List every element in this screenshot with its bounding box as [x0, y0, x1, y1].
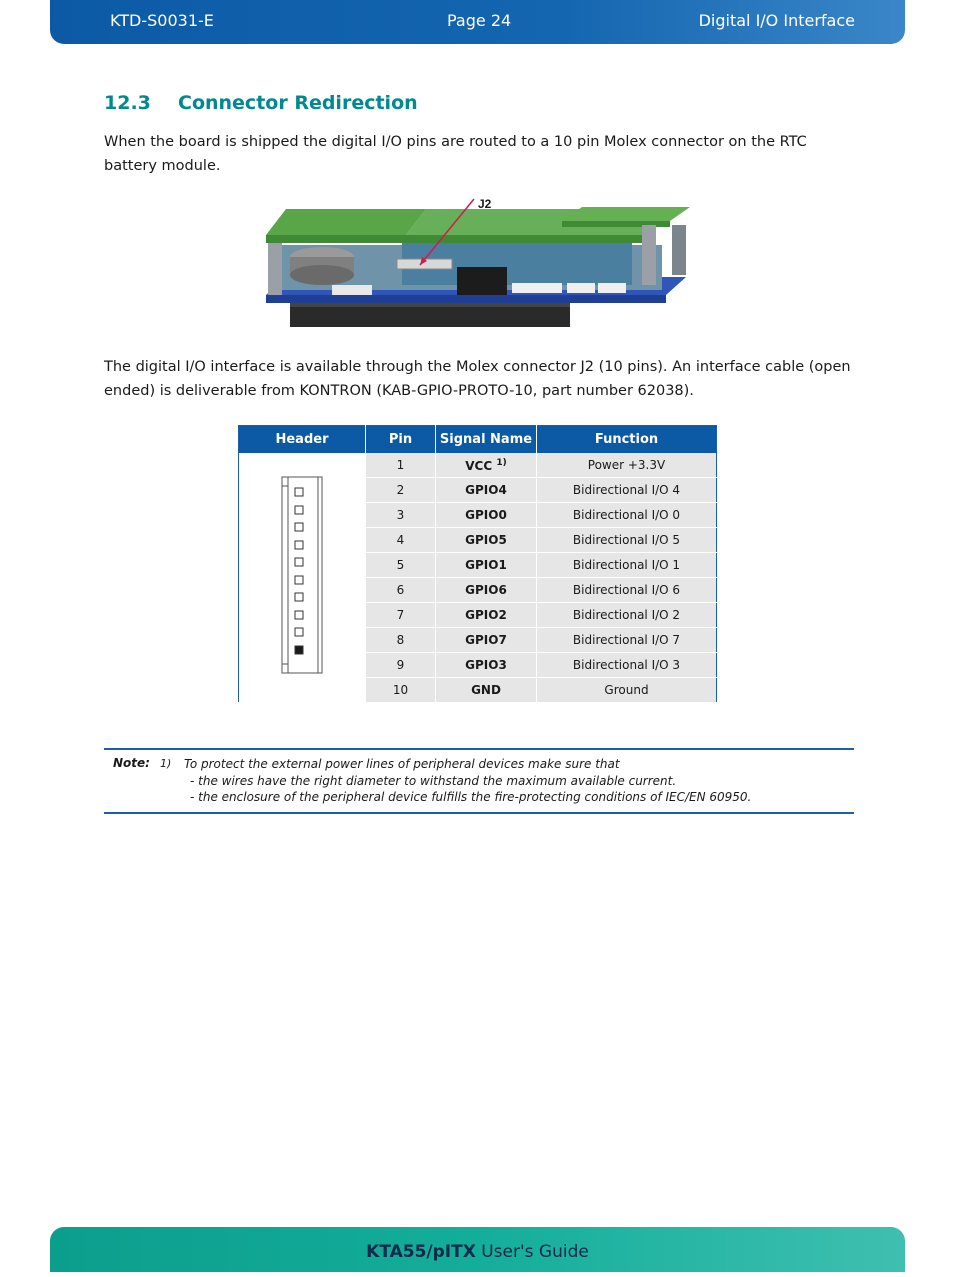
board-figure	[262, 195, 692, 335]
doc-id: KTD-S0031-E	[110, 11, 214, 30]
pin-cell: 1	[366, 453, 436, 478]
table-header-row	[239, 426, 717, 454]
col-header: Header	[239, 426, 366, 454]
pin-cell: 9	[366, 653, 436, 678]
function-cell: Bidirectional I/O 5	[537, 528, 717, 553]
function-cell: Bidirectional I/O 1	[537, 553, 717, 578]
function-cell: Bidirectional I/O 4	[537, 478, 717, 503]
function-cell: Bidirectional I/O 7	[537, 628, 717, 653]
section-number: 12.3	[104, 92, 151, 114]
connector-pinout-icon	[280, 476, 324, 676]
product-name: KTA55/pITX	[366, 1242, 476, 1262]
col-signal: Signal Name	[436, 426, 537, 454]
pin-cell: 5	[366, 553, 436, 578]
col-pin: Pin	[366, 426, 436, 454]
chapter-title: Digital I/O Interface	[698, 11, 855, 30]
guide-suffix: User's Guide	[475, 1242, 589, 1262]
pin-assignment-table	[238, 425, 717, 703]
footnote-ref: 1)	[496, 457, 507, 468]
page-header	[50, 0, 905, 44]
pin-cell: 7	[366, 603, 436, 628]
pin-cell: 2	[366, 478, 436, 503]
j2-callout-label: J2	[478, 197, 492, 211]
intro-paragraph: When the board is shipped the digital I/O pins are routed to a 10 pin Molex connector on the RTC battery module.	[104, 134, 807, 174]
signal-cell: GPIO0	[436, 503, 537, 528]
board-illustration	[262, 195, 692, 335]
section-title: Connector Redirection	[178, 92, 418, 114]
note-number: 1)	[160, 757, 172, 770]
signal-name: VCC	[465, 458, 493, 473]
pin-cell: 10	[366, 678, 436, 703]
note-line-3: - the enclosure of the peripheral device fulfills the fire-protecting conditions of IEC/EN 60950.	[190, 790, 752, 804]
signal-cell: GPIO3	[436, 653, 537, 678]
page-footer	[50, 1227, 905, 1272]
pin-cell: 8	[366, 628, 436, 653]
signal-cell: GPIO1	[436, 553, 537, 578]
function-cell: Bidirectional I/O 3	[537, 653, 717, 678]
table-row	[239, 453, 717, 478]
signal-cell: GPIO5	[436, 528, 537, 553]
pin-cell: 6	[366, 578, 436, 603]
note-line-2: - the wires have the right diameter to withstand the maximum available current.	[190, 774, 677, 788]
function-cell: Ground	[537, 678, 717, 703]
function-cell: Bidirectional I/O 2	[537, 603, 717, 628]
signal-cell: GPIO7	[436, 628, 537, 653]
function-cell: Power +3.3V	[537, 453, 717, 478]
function-cell: Bidirectional I/O 6	[537, 578, 717, 603]
interface-paragraph: The digital I/O interface is available through the Molex connector J2 (10 pins). An interface cable (open ended) is deliverable from KONTRON (KAB-GPIO-PROTO-10, part number 62038).	[104, 359, 851, 399]
signal-cell: GND	[436, 678, 537, 703]
pin-cell: 4	[366, 528, 436, 553]
note-label: Note:	[113, 756, 150, 770]
signal-cell	[436, 453, 537, 478]
function-cell: Bidirectional I/O 0	[537, 503, 717, 528]
connector-diagram-cell	[239, 453, 366, 703]
note-box	[104, 748, 854, 814]
note-line-1: To protect the external power lines of peripheral devices make sure that	[184, 757, 620, 771]
pin-cell: 3	[366, 503, 436, 528]
signal-cell: GPIO2	[436, 603, 537, 628]
page-number: Page 24	[447, 11, 512, 30]
signal-cell: GPIO6	[436, 578, 537, 603]
col-function: Function	[537, 426, 717, 454]
section-heading	[104, 92, 418, 114]
signal-cell: GPIO4	[436, 478, 537, 503]
